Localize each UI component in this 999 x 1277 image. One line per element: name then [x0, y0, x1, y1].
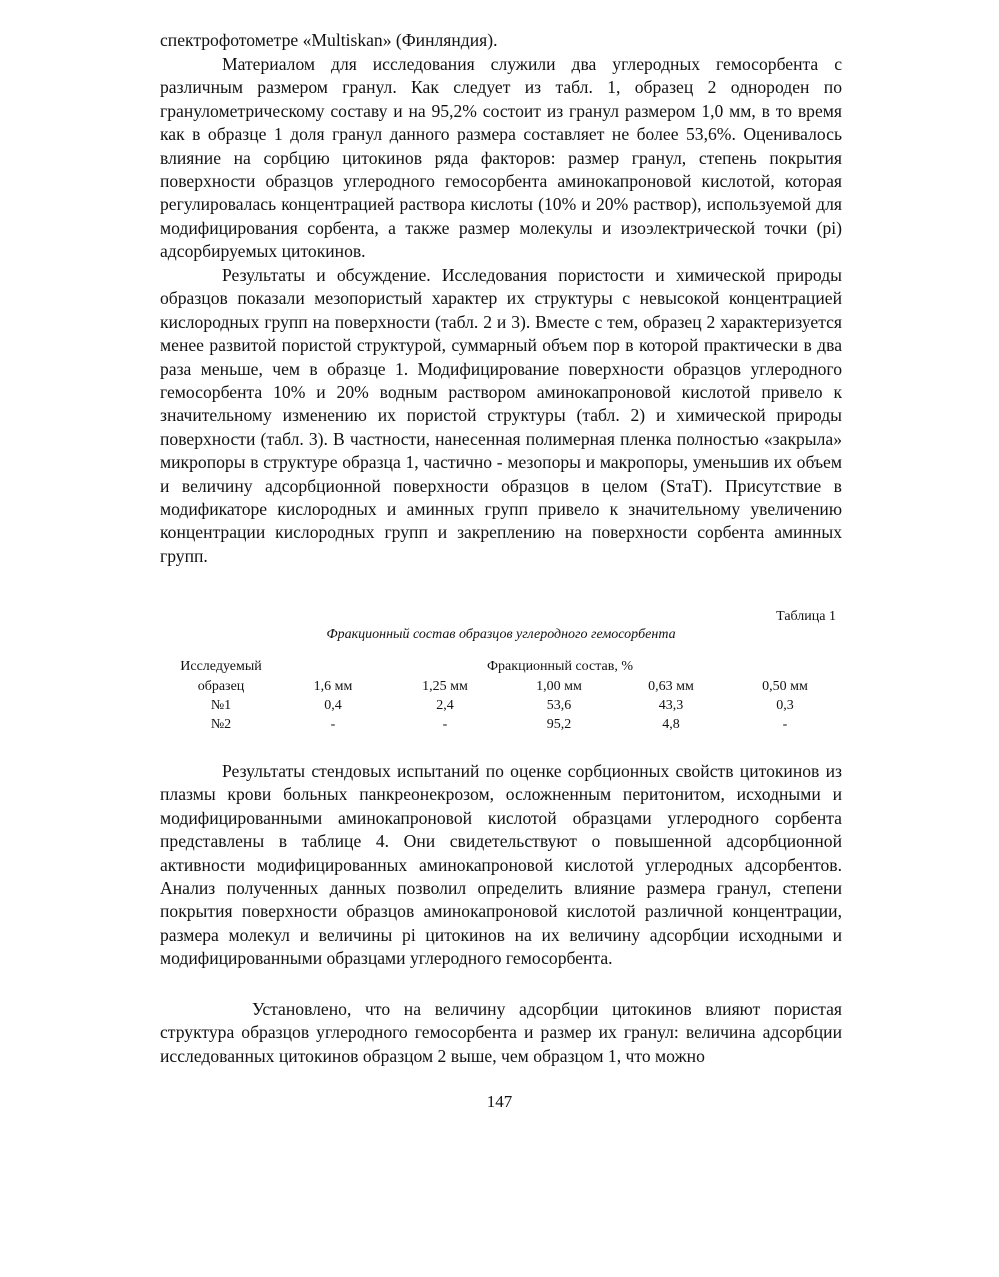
table-row-sample: №1 — [210, 698, 232, 713]
table-column-header: 0,50 мм — [762, 679, 808, 694]
table-column-header: 1,25 мм — [422, 679, 468, 694]
table-cell: 0,3 — [776, 698, 794, 713]
table-cell: 95,2 — [546, 717, 572, 732]
page-number: 147 — [486, 1092, 513, 1111]
paragraph-materials: Материалом для исследования служили два углеродных гемосорбента с различным размером гранул. Как следует из табл. 1, образец 2 однороден по гранулометрическому составу и на 95,2% состоит из гранул размером 1,0 мм, в то время как в образце 1 доля гранул данного размера составляет не более 53,6%. Оценивалось влияние на сорбцию цитокинов ряда факторов: размер гранул, степень покрытия поверхности образцов углеродного гемосорбента аминокапроновой кислотой, которая регулировалась концентрацией раствора кислоты (10% и 20% раствор), используемой для модифицирования сорбента, а также размер молекулы и изоэлектрической точки (pi) адсорбируемых цитокинов. — [160, 54, 842, 262]
table-row-sample: №2 — [210, 717, 232, 732]
table-cell: 43,3 — [658, 698, 684, 713]
table-cell: 4,8 — [662, 717, 680, 732]
paragraph-established: Установлено, что на величину адсорбции цитокинов влияют пористая структура образцов углеродного гемосорбента и размер их гранул: величина адсорбции исследованных цитокинов образцом 2 выше, чем образцом 1, что можно — [160, 999, 842, 1066]
table-cell: 2,4 — [436, 698, 454, 713]
table-column-header: 1,00 мм — [536, 679, 582, 694]
paragraph-bench-tests: Результаты стендовых испытаний по оценке сорбционных свойств цитокинов из плазмы крови больных панкреонекрозом, осложненным перитонитом, исходными и модифицированными аминокапроновой кислотой образцами углеродного сорбента представлены в таблице 4. Они свидетельствуют о повышенной адсорбционной активности модифицированных аминокапроновой кислотой углеродных адсорбентов. Анализ полученных данных позволил определить влияние размера гранул, степени покрытия поверхности образцов аминокапроновой кислотой различной концентрации, размера молекул и величины pi цитокинов на их величину адсорбции исходными и модифицированными образцами углеродного гемосорбента. — [160, 761, 842, 969]
table-column-header: 1,6 мм — [313, 679, 353, 694]
table-header-group: Фракционный состав, % — [487, 659, 633, 674]
paragraph-results: Результаты и обсуждение. Исследования пористости и химической природы образцов показали мезопористый характер их структуры с невысокой концентрацией кислородных групп на поверхности (табл. 2 и 3). Вместе с тем, образец 2 характеризуется менее развитой пористой структурой, суммарный объем пор в которой практически в два раза меньше, чем в образце 1. Модифицирование поверхности образцов углеродного гемосорбента 10% и 20% водным раствором аминокапроновой кислотой привело к значительному изменению их пористой структуры (табл. 2) и химической природы поверхности (табл. 3). В частности, нанесенная полимерная пленка полностью «закрыла» микропоры в структуре образца 1, частично - мезопоры и макропоры, уменьшив их объем и величину адсорбционной поверхности образцов в целом (SтаT). Присутствие в модификаторе кислородных и аминных групп привело к значительному увеличению концентрации кислородных групп и закреплению на поверхности сорбента аминных групп. — [160, 265, 842, 566]
table-header-sample-1: Исследуемый — [180, 659, 262, 674]
table-cell: - — [442, 717, 448, 732]
table-cell: - — [782, 717, 788, 732]
table-header-sample-2: образец — [197, 679, 245, 694]
table-cell: 0,4 — [324, 698, 342, 713]
paragraph-0: спектрофотометре «Multiskan» (Финляндия). — [160, 30, 498, 50]
table-title: Фракционный состав образцов углеродного гемосорбента — [326, 627, 676, 642]
table-column-header: 0,63 мм — [648, 679, 694, 694]
table-cell: 53,6 — [546, 698, 572, 713]
table-label: Таблица 1 — [776, 609, 836, 624]
table-cell: - — [330, 717, 336, 732]
